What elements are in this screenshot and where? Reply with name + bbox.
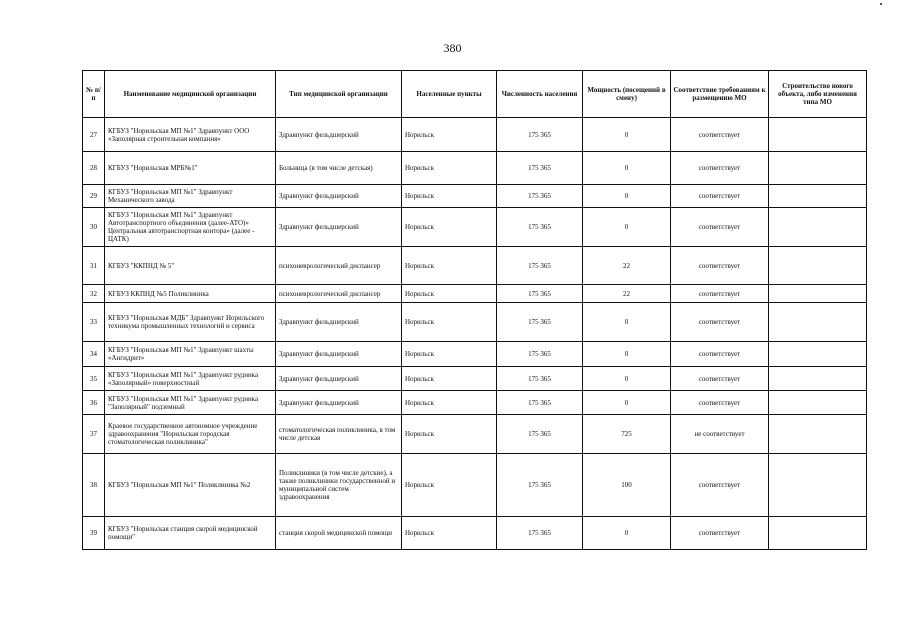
header-locality: Населенные пункты: [402, 71, 497, 118]
cell-construction: [769, 517, 867, 550]
cell-population: 175 365: [497, 391, 583, 415]
cell-population: 175 365: [497, 152, 583, 185]
cell-compliance: соответствует: [671, 367, 769, 391]
cell-construction: [769, 415, 867, 454]
cell-locality: Норильск: [402, 208, 497, 247]
cell-organization-type: стоматологическая поликлиника, в том числе детская: [276, 415, 402, 454]
table-row: [83, 285, 867, 303]
cell-construction: [769, 152, 867, 185]
cell-capacity: 0: [583, 342, 671, 367]
cell-capacity: 22: [583, 247, 671, 285]
cell-organization-type: психоневрологический диспансер: [276, 285, 402, 303]
cell-num: 27: [83, 118, 105, 152]
cell-organization-name: КГБУЗ "Норильская МП №1" Здравпункт рудника "Заполярный" подземный: [105, 391, 276, 415]
cell-population: 175 365: [497, 208, 583, 247]
cell-construction: [769, 247, 867, 285]
cell-num: 34: [83, 342, 105, 367]
cell-compliance: соответствует: [671, 303, 769, 342]
cell-construction: [769, 454, 867, 517]
cell-organization-name: КГБУЗ ККПНД №5 Поликлиника: [105, 285, 276, 303]
cell-organization-type: Здравпункт фельдшерский: [276, 118, 402, 152]
cell-organization-type: Здравпункт фельдшерский: [276, 391, 402, 415]
cell-locality: Норильск: [402, 454, 497, 517]
cell-capacity: 0: [583, 517, 671, 550]
cell-population: 175 365: [497, 415, 583, 454]
cell-num: 33: [83, 303, 105, 342]
cell-population: 175 365: [497, 185, 583, 208]
cell-organization-name: КГБУЗ "Норильская МП №1" Здравпункт шахты «Ангидрит»: [105, 342, 276, 367]
cell-organization-name: КГБУЗ "ККПНД № 5": [105, 247, 276, 285]
cell-population: 175 365: [497, 247, 583, 285]
cell-organization-name: КГБУЗ "Норильская МДБ" Здравпункт Норильского техникума промышленных технологий и сервиса: [105, 303, 276, 342]
cell-compliance: соответствует: [671, 247, 769, 285]
cell-capacity: 0: [583, 208, 671, 247]
cell-organization-type: Здравпункт фельдшерский: [276, 303, 402, 342]
cell-compliance: соответствует: [671, 118, 769, 152]
cell-num: 30: [83, 208, 105, 247]
cell-organization-type: Здравпункт фельдшерский: [276, 185, 402, 208]
table-row: [83, 517, 867, 550]
cell-organization-type: психоневрологический диспансер: [276, 247, 402, 285]
cell-compliance: соответствует: [671, 185, 769, 208]
medical-organizations-table: [82, 70, 867, 550]
cell-compliance: соответствует: [671, 208, 769, 247]
header-population: Численность населения: [497, 71, 583, 118]
cell-num: 28: [83, 152, 105, 185]
cell-locality: Норильск: [402, 152, 497, 185]
cell-construction: [769, 208, 867, 247]
table-row: [83, 152, 867, 185]
cell-population: 175 365: [497, 367, 583, 391]
cell-organization-type: Поликлиники (в том числе детские), а также поликлиники государственной и муниципальной систем здравоохранения: [276, 454, 402, 517]
cell-num: 32: [83, 285, 105, 303]
cell-compliance: соответствует: [671, 391, 769, 415]
table-header-row: [83, 71, 867, 118]
cell-organization-type: Здравпункт фельдшерский: [276, 342, 402, 367]
cell-organization-name: КГБУЗ "Норильская МП №1" Здравпункт Механического завода: [105, 185, 276, 208]
cell-organization-type: Здравпункт фельдшерский: [276, 367, 402, 391]
cell-locality: Норильск: [402, 118, 497, 152]
cell-organization-name: КГБУЗ "Норильская МП №1" Здравпункт Автотранспортного объединения (далее-АТО)» Центральная автотранспортная контора» (далее - ЦАТК): [105, 208, 276, 247]
cell-num: 37: [83, 415, 105, 454]
table-row: [83, 415, 867, 454]
cell-population: 175 365: [497, 118, 583, 152]
header-compliance: Соответствие требованиям к размещению МО: [671, 71, 769, 118]
cell-locality: Норильск: [402, 342, 497, 367]
cell-locality: Норильск: [402, 247, 497, 285]
header-num: № п/п: [83, 71, 105, 118]
cell-organization-name: КГБУЗ "Норильская станция скорой медицинской помощи": [105, 517, 276, 550]
cell-locality: Норильск: [402, 285, 497, 303]
table-row: [83, 454, 867, 517]
cell-population: 175 365: [497, 517, 583, 550]
cell-locality: Норильск: [402, 391, 497, 415]
header-construction: Строительство нового объекта, либо изменения типа МО: [769, 71, 867, 118]
page-number: 380: [443, 41, 462, 55]
cell-organization-name: Краевое государственное автономное учреждение здравоохранения "Норильская городская стоматологическая поликлиника": [105, 415, 276, 454]
table-row: [83, 185, 867, 208]
cell-compliance: не соответствует: [671, 415, 769, 454]
cell-population: 175 365: [497, 285, 583, 303]
table-row: [83, 208, 867, 247]
cell-num: 36: [83, 391, 105, 415]
table-row: [83, 247, 867, 285]
cell-compliance: соответствует: [671, 152, 769, 185]
cell-capacity: 0: [583, 118, 671, 152]
scan-speck: [880, 3, 882, 5]
cell-num: 38: [83, 454, 105, 517]
cell-organization-type: станция скорой медицинской помощи: [276, 517, 402, 550]
cell-construction: [769, 185, 867, 208]
cell-capacity: 100: [583, 454, 671, 517]
table-row: [83, 391, 867, 415]
cell-construction: [769, 391, 867, 415]
header-name: Наименование медицинской организации: [105, 71, 276, 118]
cell-capacity: 22: [583, 285, 671, 303]
table-row: [83, 303, 867, 342]
cell-construction: [769, 118, 867, 152]
table-row: [83, 118, 867, 152]
cell-organization-name: КГБУЗ "Норильская МП №1" Здравпункт рудника «Заполярный» поверхностный: [105, 367, 276, 391]
cell-capacity: 0: [583, 152, 671, 185]
cell-num: 29: [83, 185, 105, 208]
cell-construction: [769, 367, 867, 391]
cell-construction: [769, 342, 867, 367]
cell-compliance: соответствует: [671, 517, 769, 550]
cell-num: 39: [83, 517, 105, 550]
cell-organization-type: Здравпункт фельдшерский: [276, 208, 402, 247]
cell-organization-name: КГБУЗ "Норильская МП №1" Поликлиника №2: [105, 454, 276, 517]
cell-locality: Норильск: [402, 185, 497, 208]
cell-locality: Норильск: [402, 303, 497, 342]
cell-construction: [769, 285, 867, 303]
header-capacity: Мощность (посещений в смену): [583, 71, 671, 118]
header-type: Тип медицинской организации: [276, 71, 402, 118]
cell-capacity: 0: [583, 303, 671, 342]
cell-num: 31: [83, 247, 105, 285]
cell-compliance: соответствует: [671, 454, 769, 517]
cell-capacity: 0: [583, 391, 671, 415]
cell-locality: Норильск: [402, 367, 497, 391]
cell-construction: [769, 303, 867, 342]
cell-organization-type: Больница (в том числе детская): [276, 152, 402, 185]
cell-num: 35: [83, 367, 105, 391]
cell-organization-name: КГБУЗ "Норильская МРБ№1": [105, 152, 276, 185]
cell-locality: Норильск: [402, 415, 497, 454]
cell-compliance: соответствует: [671, 285, 769, 303]
cell-capacity: 725: [583, 415, 671, 454]
cell-population: 175 365: [497, 342, 583, 367]
cell-population: 175 365: [497, 454, 583, 517]
cell-capacity: 0: [583, 185, 671, 208]
cell-locality: Норильск: [402, 517, 497, 550]
cell-population: 175 365: [497, 303, 583, 342]
table-row: [83, 367, 867, 391]
cell-capacity: 0: [583, 367, 671, 391]
table-row: [83, 342, 867, 367]
cell-organization-name: КГБУЗ "Норильская МП №1" Здравпункт ООО «Заполярная строительная компания»: [105, 118, 276, 152]
cell-compliance: соответствует: [671, 342, 769, 367]
